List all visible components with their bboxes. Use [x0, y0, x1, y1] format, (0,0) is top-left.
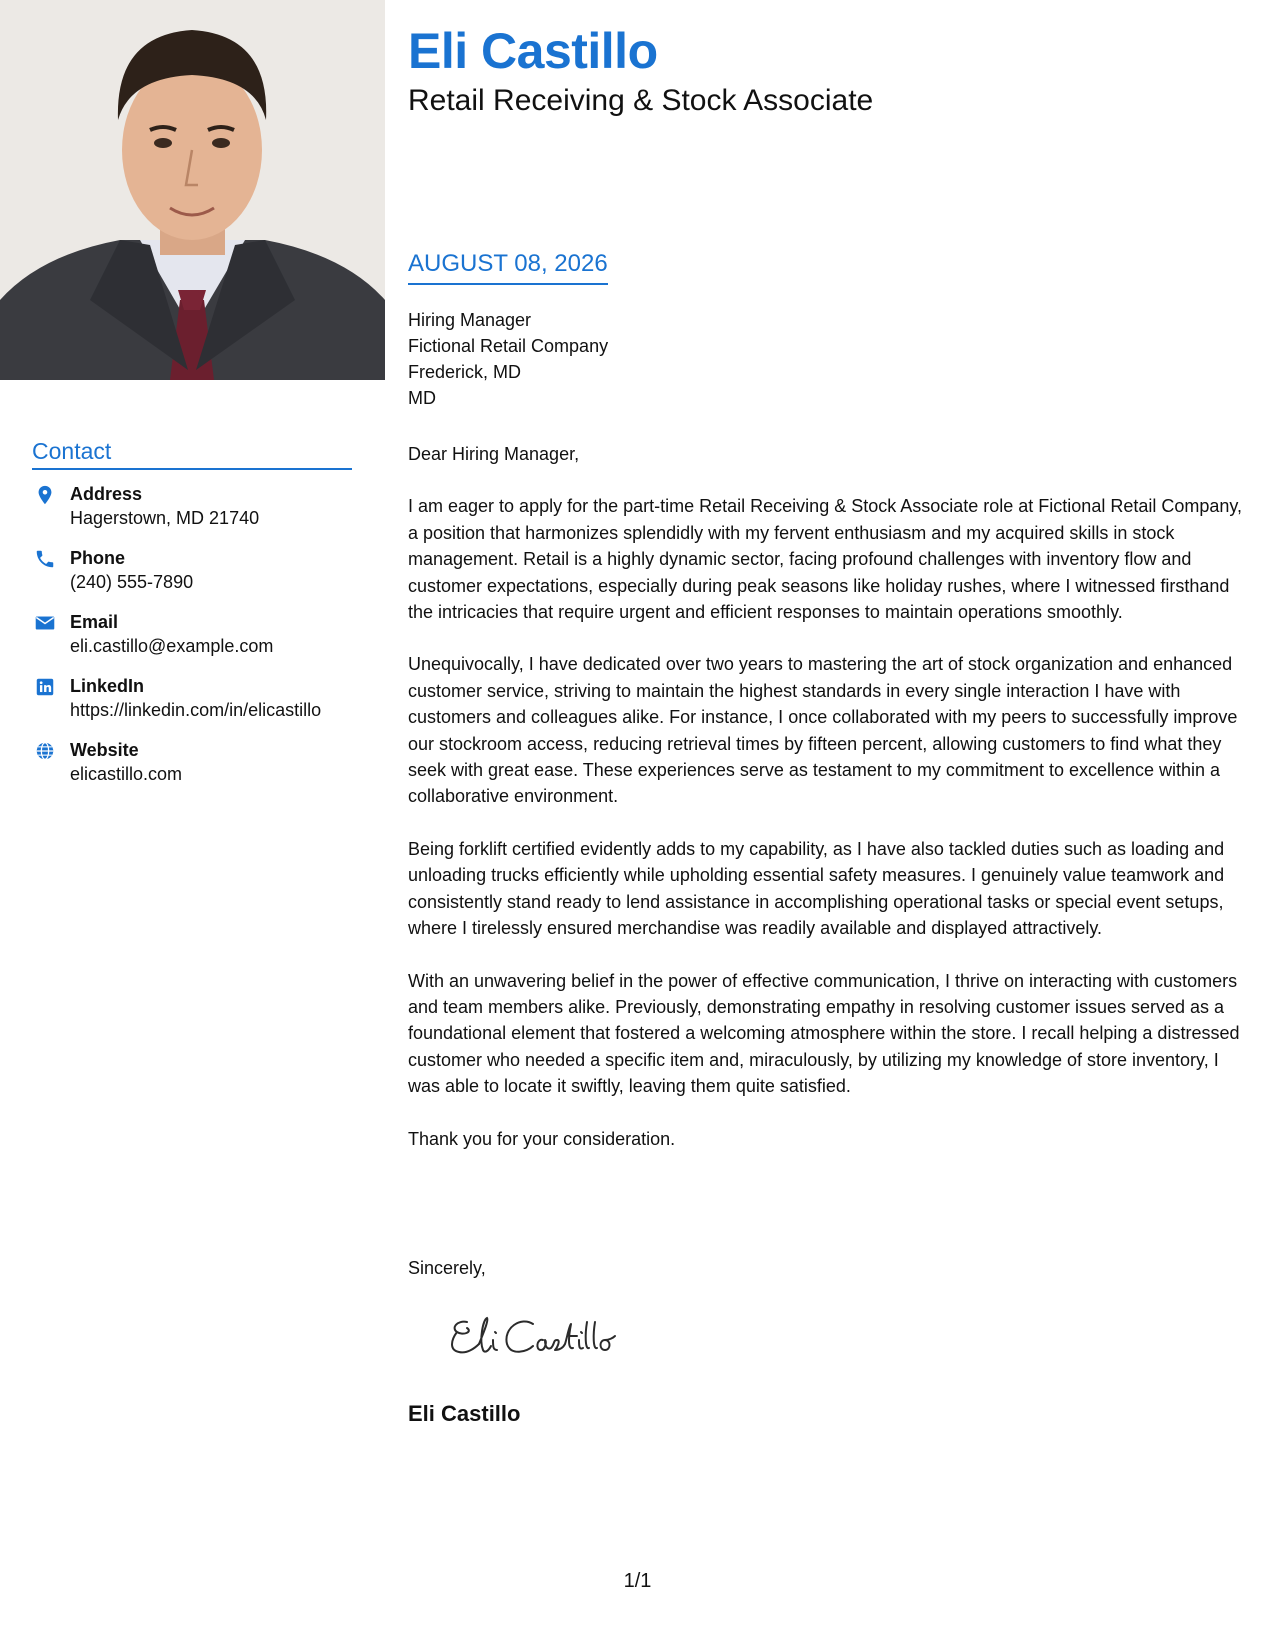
- contact-item-website: [32, 738, 352, 802]
- contact-label: LinkedIn: [70, 676, 145, 696]
- applicant-name: Eli Castillo: [408, 23, 658, 79]
- contact-heading: Contact: [32, 438, 352, 470]
- letter-paragraph: With an unwavering belief in the power of effective communication, I thrive on interacting with customers and team members alike. Previously, demonstrating empathy in resolving customer issues served as a foundational element that fostered a welcoming atmosphere within the store. I recall helping a distressed customer who needed a specific item and, miraculously, by utilizing my knowledge of store inventory, I was able to locate it swiftly, leaving them quite satisfied.: [408, 970, 1240, 1097]
- letter-paragraph: Unequivocally, I have dedicated over two years to mastering the art of stock organization and enhanced customer service, striving to maintain the highest standards in every single interaction I have with customers and colleagues alike. For instance, I once collaborated with my peers to successfully improve our stockroom access, reducing retrieval times by fifteen percent, allowing customers to find what they seek with great ease. These experiences serve as testament to my commitment to excellence within a collaborative environment.: [408, 654, 1238, 807]
- contact-item-address: [32, 482, 352, 546]
- linkedin-icon: [34, 676, 56, 698]
- profile-photo: [0, 0, 385, 380]
- letter-date: AUGUST 08, 2026: [408, 250, 608, 285]
- contact-value: elicastillo.com: [70, 764, 183, 784]
- contact-label: Website: [70, 740, 139, 760]
- phone-icon: [34, 548, 56, 570]
- salutation: Dear Hiring Manager,: [408, 444, 580, 464]
- letter-body: [408, 441, 1253, 1178]
- contact-item-phone: [32, 546, 352, 610]
- contact-item-email: [32, 610, 352, 674]
- letter-paragraph: I am eager to apply for the part-time Retail Receiving & Stock Associate role at Fictional Retail Company, a position that harmonizes splendidly with my fervent enthusiasm and my acquired skills in stock management. Retail is a highly dynamic sector, facing profound challenges with inventory flow and customer expectations, especially during peak seasons like holiday rushes, where I witnessed firsthand the intricacies that require urgent and efficient responses to maintain operations smoothly.: [408, 496, 1243, 623]
- recipient-line: Frederick, MD: [408, 362, 522, 382]
- contact-item-linkedin: [32, 674, 352, 738]
- contact-label: Address: [70, 484, 143, 504]
- envelope-icon: [34, 612, 56, 634]
- closing: Sincerely,: [408, 1258, 486, 1278]
- letter-paragraph: Being forklift certified evidently adds to my capability, as I have also tackled duties such as loading and unloading trucks efficiently while upholding essential safety measures. I genuinely value teamwork and consistently stand ready to lend assistance in accomplishing operational tasks or special event setups, where I tirelessly ensured merchandise was readily available and displayed attractively.: [408, 838, 1225, 939]
- recipient-line: MD: [408, 388, 436, 408]
- map-pin-icon: [34, 484, 56, 506]
- recipient-block: [408, 307, 608, 411]
- page-number: 1/1: [623, 1570, 652, 1592]
- contact-label: Phone: [70, 548, 126, 568]
- contact-value: https://linkedin.com/in/elicastillo: [70, 700, 322, 720]
- signature-image: [445, 1310, 625, 1370]
- contact-value: Hagerstown, MD 21740: [70, 508, 260, 528]
- contact-section: [32, 438, 352, 802]
- globe-icon: [34, 740, 56, 762]
- signer-name: Eli Castillo: [408, 1401, 521, 1426]
- job-title: Retail Receiving & Stock Associate: [408, 84, 874, 117]
- recipient-line: Hiring Manager: [408, 310, 532, 330]
- letter-paragraph: Thank you for your consideration.: [408, 1128, 676, 1149]
- contact-value: (240) 555-7890: [70, 572, 194, 592]
- contact-label: Email: [70, 612, 119, 632]
- contact-value: eli.castillo@example.com: [70, 636, 274, 656]
- recipient-line: Fictional Retail Company: [408, 336, 609, 356]
